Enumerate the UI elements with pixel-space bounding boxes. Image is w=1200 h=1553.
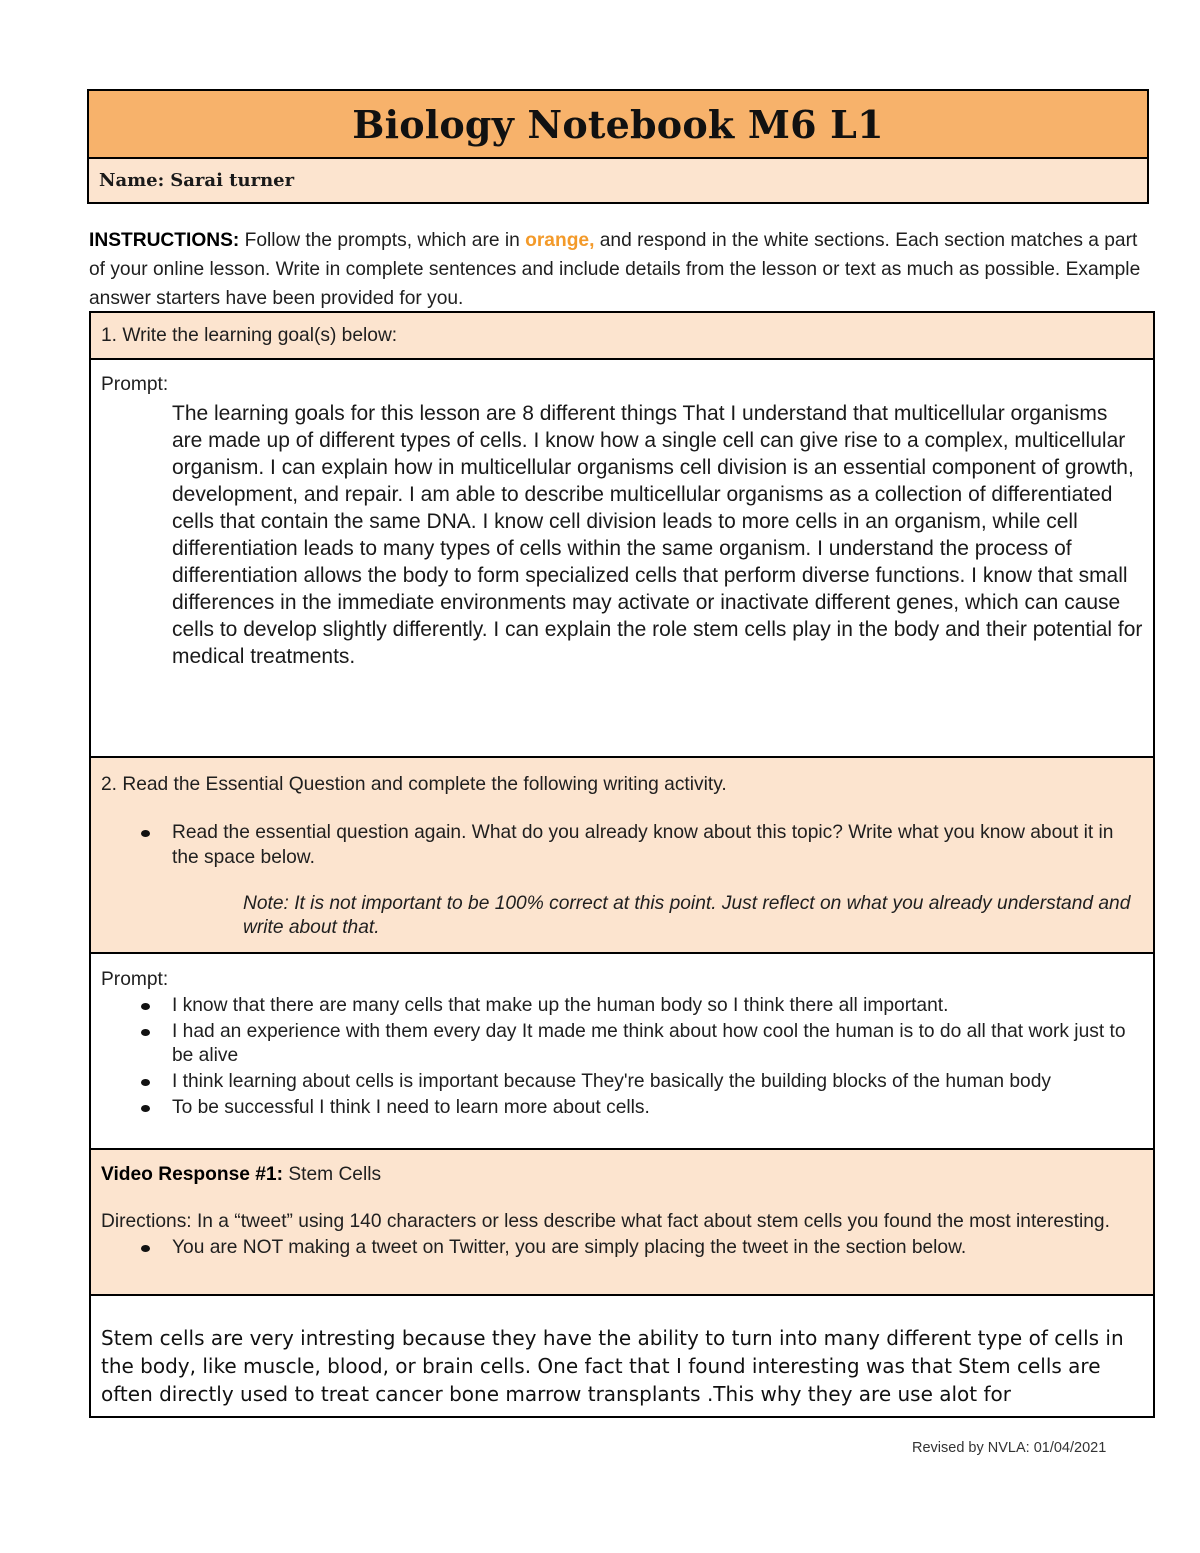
header-box — [87, 89, 1149, 204]
page-title: Biology Notebook M6 L1 — [352, 101, 884, 147]
bullet-icon — [141, 1003, 150, 1010]
answer-text[interactable]: I know that there are many cells that make up the human body so I think there all important. — [172, 995, 949, 1016]
section1-prompt-label: Prompt: — [101, 374, 169, 395]
bullet-icon — [141, 1079, 150, 1086]
bullet-icon — [141, 830, 150, 837]
video-question-row — [91, 1150, 1153, 1296]
instructions-label: INSTRUCTIONS: — [89, 230, 240, 251]
video-bullet-list — [101, 1236, 1143, 1260]
section1-answer-row[interactable] — [91, 360, 1153, 758]
instructions-orange-word: orange, — [525, 230, 595, 251]
list-item[interactable] — [101, 1070, 1143, 1094]
video-answer-row[interactable] — [91, 1296, 1153, 1416]
list-item[interactable] — [101, 1020, 1143, 1068]
list-item[interactable] — [101, 994, 1143, 1018]
name-row — [89, 159, 1147, 202]
section1-answer[interactable]: The learning goals for this lesson are 8 different things That I understand that multicellular organisms are made up of different types of cells. I know how a single cell can give rise to a complex, multicellular organism. I can explain how in multicellular organisms cell division is an essential component of growth, development, and repair. I am able to describe multicellular organisms as a collection of differentiated cells that contain the same DNA. I know cell division leads to more cells in an organism, while cell differentiation leads to many types of cells within the same organism. I understand the process of differentiation allows the body to form specialized cells that perform diverse functions. I know that small differences in the immediate environments may activate or inactivate different genes, which can cause cells to develop slightly differently. I can explain the role stem cells play in the body and their potential for medical treatments. — [172, 402, 1143, 668]
video-directions: Directions: In a “tweet” using 140 characters or less describe what fact about stem cells you found the most interesting. — [101, 1211, 1110, 1232]
answer-text[interactable]: I had an experience with them every day It made me think about how cool the human is to do all that work just to be alive — [172, 1021, 1126, 1066]
video-answer[interactable]: Stem cells are very intresting because they have the ability to turn into many different type of cells in the body, like muscle, blood, or brain cells. One fact that I found interesting was that Stem cells are often directly used to treat cancer bone marrow transplants .This why they are use alot for — [101, 1326, 1124, 1406]
list-item — [101, 820, 1143, 870]
instructions — [89, 226, 1147, 313]
video-bullet: You are NOT making a tweet on Twitter, you are simply placing the tweet in the section below. — [172, 1237, 967, 1258]
video-heading — [101, 1162, 1143, 1188]
section2-answer-row[interactable] — [91, 954, 1153, 1150]
name-value[interactable]: Sarai turner — [170, 170, 295, 191]
bullet-icon — [141, 1245, 150, 1252]
notebook-table — [89, 311, 1155, 1418]
section2-bullet: Read the essential question again. What do you already know about this topic? Write what you know about it in the space below. — [172, 822, 1114, 868]
section1-question-row — [91, 313, 1153, 360]
section1-question: 1. Write the learning goal(s) below: — [101, 324, 398, 346]
section2-answer-list — [101, 994, 1143, 1120]
bullet-icon — [141, 1029, 150, 1036]
revised-footer: Revised by NVLA: 01/04/2021 — [912, 1440, 1107, 1456]
title-row — [89, 91, 1147, 159]
list-item — [101, 1236, 1143, 1260]
section2-question: 2. Read the Essential Question and complete the following writing activity. — [101, 774, 727, 795]
name-label: Name: — [99, 170, 165, 191]
instructions-text-a: Follow the prompts, which are in — [239, 230, 526, 251]
answer-text[interactable]: To be successful I think I need to learn more about cells. — [172, 1097, 650, 1118]
section2-bullet-list — [101, 820, 1143, 870]
section2-question-row — [91, 758, 1153, 954]
section2-prompt-label: Prompt: — [101, 969, 169, 990]
bullet-icon — [141, 1105, 150, 1112]
answer-text[interactable]: I think learning about cells is important because They're basically the building blocks of the human body — [172, 1071, 1051, 1092]
video-topic: Stem Cells — [283, 1164, 382, 1185]
video-label: Video Response #1: — [101, 1164, 283, 1185]
list-item[interactable] — [101, 1096, 1143, 1120]
section2-note: Note: It is not important to be 100% correct at this point. Just reflect on what you already understand and write about that. — [243, 893, 1131, 938]
instructions-text-b: and respond in the white sections. Each section matches a part of your online lesson. Write in complete sentences and include details from the lesson or text as much as possible. Example answer starters have been provided for you. — [89, 230, 1141, 309]
